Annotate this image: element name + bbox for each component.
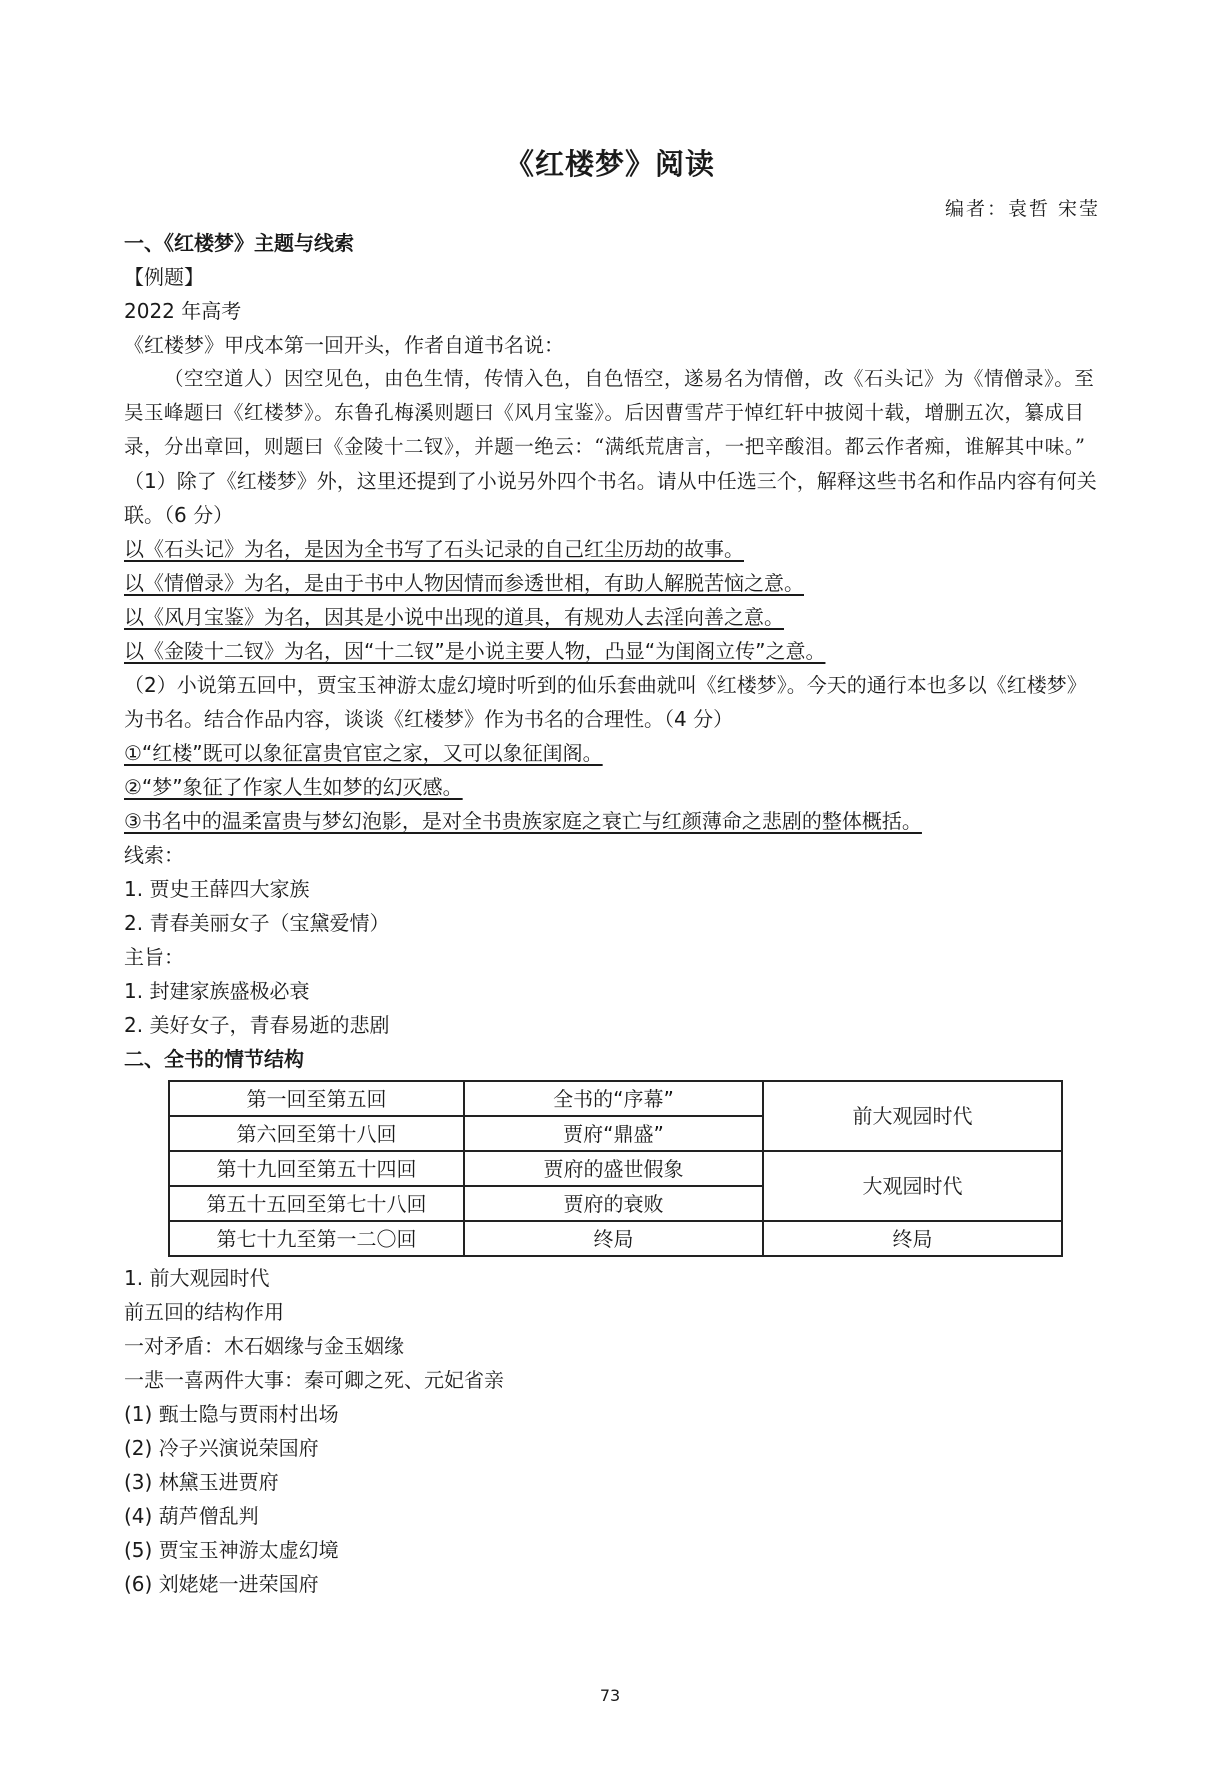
table-row	[169, 1221, 1062, 1256]
themes-label: 主旨：	[124, 945, 184, 969]
section-heading: 一、《红楼梦》主题与线索	[124, 231, 354, 255]
list-item: 2. 青春美丽女子（宝黛爱情）	[124, 911, 390, 935]
table-cell: 前大观园时代	[763, 1081, 1062, 1151]
answer-line: ②“梦”象征了作家人生如梦的幻灭感。	[124, 775, 463, 799]
question-2: （2）小说第五回中，贾宝玉神游太虚幻境时听到的仙乐套曲就叫《红楼梦》。今天的通行本也多以《红楼梦》为书名。结合作品内容，谈谈《红楼梦》作为书名的合理性。（4 分）	[124, 673, 1087, 731]
list-item: (4) 葫芦僧乱判	[124, 1504, 259, 1528]
author-line: 编者：袁哲 宋莹	[944, 198, 1100, 220]
list-item: (2) 冷子兴演说荣国府	[124, 1436, 319, 1460]
table-cell: 全书的“序幕”	[464, 1081, 763, 1116]
text-line: 一对矛盾：木石姻缘与金玉姻缘	[124, 1334, 404, 1358]
table-cell: 第六回至第十八回	[169, 1116, 464, 1151]
table-cell: 终局	[763, 1221, 1062, 1256]
exam-year: 2022 年高考	[124, 299, 242, 323]
list-item: (3) 林黛玉进贾府	[124, 1470, 279, 1494]
main-content	[124, 226, 1099, 1601]
text-line: 前五回的结构作用	[124, 1300, 284, 1324]
list-item: (1) 甄士隐与贾雨村出场	[124, 1402, 339, 1426]
list-item: (6) 刘姥姥一进荣国府	[124, 1572, 319, 1596]
page-title: 《红楼梦》阅读	[504, 147, 715, 181]
answer-line: ①“红楼”既可以象征富贵官宦之家，又可以象征闺阁。	[124, 741, 603, 765]
table-cell: 大观园时代	[763, 1151, 1062, 1221]
clues-label: 线索：	[124, 843, 184, 867]
table-cell: 第五十五回至第七十八回	[169, 1186, 464, 1221]
answer-line: 以《金陵十二钗》为名，因“十二钗”是小说主要人物，凸显“为闺阁立传”之意。	[124, 639, 826, 663]
list-item: (5) 贾宝玉神游太虚幻境	[124, 1538, 339, 1562]
text-line: 一悲一喜两件大事：秦可卿之死、元妃省亲	[124, 1368, 504, 1392]
table-cell: 第十九回至第五十四回	[169, 1151, 464, 1186]
table-cell: 第一回至第五回	[169, 1081, 464, 1116]
subsection-heading: 1. 前大观园时代	[124, 1266, 270, 1290]
answer-line: 以《情僧录》为名，是由于书中人物因情而参透世相，有助人解脱苦恼之意。	[124, 571, 804, 595]
answer-line: 以《风月宝鉴》为名，因其是小说中出现的道具，有规劝人去淫向善之意。	[124, 605, 784, 629]
table-cell: 贾府的盛世假象	[464, 1151, 763, 1186]
list-item: 1. 贾史王薛四大家族	[124, 877, 310, 901]
example-label: 【例题】	[124, 265, 204, 289]
table-row	[169, 1151, 1062, 1186]
table-cell: 终局	[464, 1221, 763, 1256]
answer-line: ③书名中的温柔富贵与梦幻泡影，是对全书贵族家庭之衰亡与红颜薄命之悲剧的整体概括。	[124, 809, 922, 833]
answer-line: 以《石头记》为名，是因为全书写了石头记录的自己红尘历劫的故事。	[124, 537, 744, 561]
page-number: 73	[599, 1686, 621, 1705]
plot-structure-table	[168, 1080, 1063, 1257]
quote-paragraph: （空空道人）因空见色，由色生情，传情入色，自色悟空，遂易名为情僧，改《石头记》为《情僧录》。至吴玉峰题曰《红楼梦》。东鲁孔梅溪则题曰《风月宝鉴》。后因曹雪芹于悼红轩中披阅十载，增删五次，纂成目录，分出章回，则题曰《金陵十二钗》，并题一绝云：“满纸荒唐言，一把辛酸泪。都云作者痴，谁解其中味。”	[124, 367, 1095, 458]
table-cell: 贾府“鼎盛”	[464, 1116, 763, 1151]
list-item: 1. 封建家族盛极必衰	[124, 979, 310, 1003]
section-heading: 二、全书的情节结构	[124, 1047, 304, 1071]
table-row	[169, 1081, 1062, 1116]
table-cell: 第七十九至第一二〇回	[169, 1221, 464, 1256]
intro-text: 《红楼梦》甲戌本第一回开头，作者自道书名说：	[124, 333, 564, 357]
question-1: （1）除了《红楼梦》外，这里还提到了小说另外四个书名。请从中任选三个，解释这些书名和作品内容有何关联。（6 分）	[124, 469, 1097, 527]
list-item: 2. 美好女子，青春易逝的悲剧	[124, 1013, 390, 1037]
table-cell: 贾府的衰败	[464, 1186, 763, 1221]
